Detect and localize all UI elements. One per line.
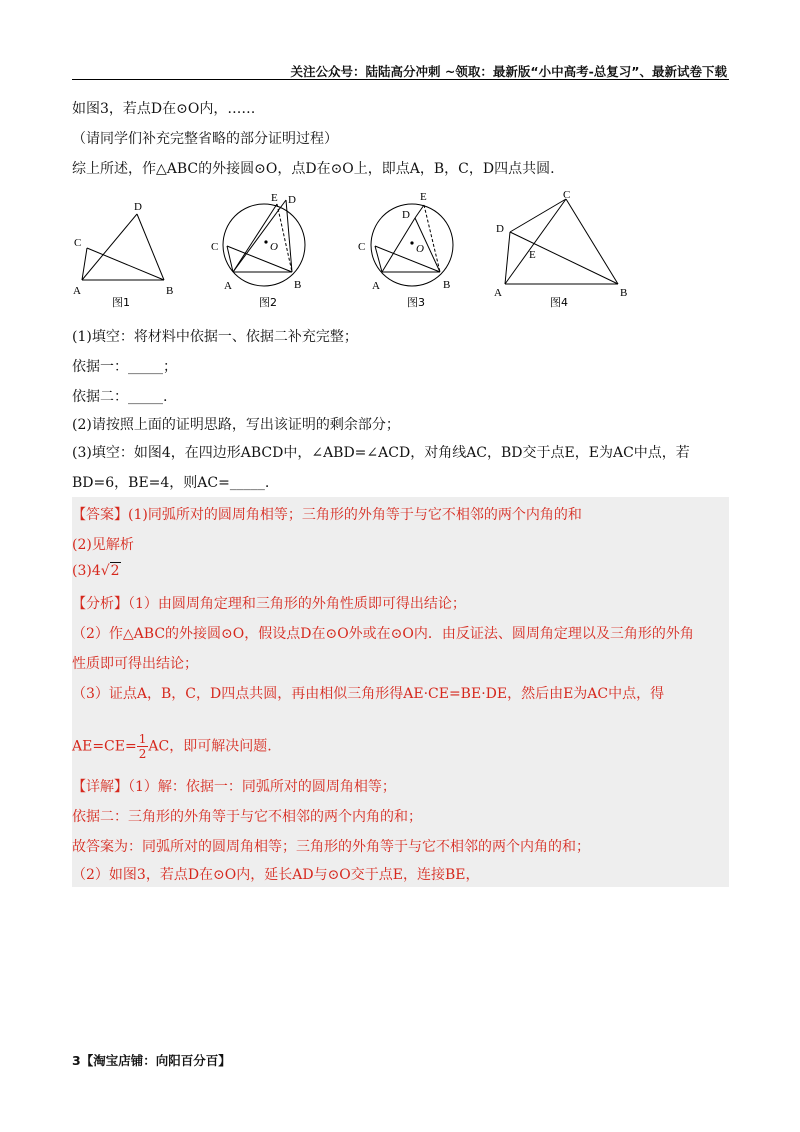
analysis-line-2: （2）作△ABC的外接圆⊙O，假设点D在⊙O外或在⊙O内．由反证法、圆周角定理以及三角形的外角 bbox=[72, 626, 694, 642]
figures-row bbox=[72, 188, 632, 313]
fig2-label-a: A bbox=[224, 280, 232, 292]
answer-line-3: (3)4√2 bbox=[72, 563, 120, 579]
geometry-figures bbox=[72, 188, 632, 313]
fraction-one-half bbox=[137, 732, 149, 761]
fig4-label-b: B bbox=[620, 287, 628, 299]
text-line-1: 如图3，若点D在⊙O内，…… bbox=[72, 101, 256, 117]
fig1-label-d: D bbox=[134, 201, 142, 213]
fig2-label-e: E bbox=[271, 192, 278, 204]
analysis-line-4: （3）证点A，B，C，D四点共圆，再由相似三角形得AE·CE=BE·DE，然后由E为AC中点，得 bbox=[72, 686, 665, 702]
detail-line-1: 【详解】（1）解：依据一：同弧所对的圆周角相等； bbox=[72, 779, 396, 795]
answer-line-1: 【答案】(1)同弧所对的圆周角相等；三角形的外角等于与它不相邻的两个内角的和 bbox=[72, 507, 582, 523]
fig2-caption: 图2 bbox=[259, 296, 277, 309]
fig3-label-b: B bbox=[443, 279, 451, 291]
fig4-label-d: D bbox=[496, 223, 504, 235]
question-3-line-2: BD=6，BE=4，则AC=_____. bbox=[72, 475, 270, 491]
detail-line-2: 依据二：三角形的外角等于与它不相邻的两个内角的和； bbox=[72, 809, 422, 825]
detail-line-3: 故答案为：同弧所对的圆周角相等；三角形的外角等于与它不相邻的两个内角的和； bbox=[72, 839, 590, 855]
question-3-line-1: (3)填空：如图4，在四边形ABCD中，∠ABD=∠ACD，对角线AC，BD交于点E，E为AC中点，若 bbox=[72, 445, 690, 461]
fig3-caption: 图3 bbox=[407, 296, 425, 309]
question-1-basis-2: 依据二：_____. bbox=[72, 389, 168, 405]
detail-line-4: （2）如图3，若点D在⊙O内，延长AD与⊙O交于点E，连接BE， bbox=[72, 867, 480, 883]
fig2-label-o: O bbox=[270, 241, 278, 253]
question-2: (2)请按照上面的证明思路，写出该证明的剩余部分； bbox=[72, 417, 400, 433]
fig4-caption: 图4 bbox=[550, 296, 568, 309]
fig1-label-c: C bbox=[74, 237, 82, 249]
page-header: 关注公众号：陆陆高分冲刺 ~领取：最新版“小中高考-总复习”、最新试卷下载 bbox=[290, 64, 727, 79]
answer-3-radicand: 2 bbox=[110, 563, 120, 579]
figure-3 bbox=[358, 191, 453, 309]
figure-2 bbox=[211, 192, 305, 309]
answer-line-2: (2)见解析 bbox=[72, 537, 134, 553]
fig3-label-d: D bbox=[402, 209, 410, 221]
fig2-label-c: C bbox=[211, 241, 219, 253]
fig1-label-a: A bbox=[73, 285, 81, 297]
text-line-3: 综上所述，作△ABC的外接圆⊙O，点D在⊙O上，即点A，B，C，D四点共圆. bbox=[72, 161, 555, 177]
fraction-numerator: 1 bbox=[138, 732, 147, 746]
analysis-line-5 bbox=[72, 732, 272, 761]
analysis-5-prefix: AE=CE= bbox=[72, 738, 137, 755]
page-footer: 3【淘宝店铺：向阳百分百】 bbox=[72, 1053, 231, 1068]
fig4-label-e: E bbox=[529, 249, 536, 261]
figure-4 bbox=[494, 189, 627, 309]
figure-1 bbox=[73, 201, 173, 309]
question-1-basis-1: 依据一：_____； bbox=[72, 359, 177, 375]
question-1: (1)填空：将材料中依据一、依据二补充完整； bbox=[72, 329, 358, 345]
fig1-caption: 图1 bbox=[112, 296, 130, 309]
fig1-label-b: B bbox=[166, 285, 174, 297]
fig3-label-c: C bbox=[358, 241, 366, 253]
fig3-label-e: E bbox=[420, 191, 427, 203]
analysis-line-3: 性质即可得出结论； bbox=[72, 656, 198, 672]
fig3-label-o: O bbox=[416, 243, 424, 255]
fig3-label-a: A bbox=[372, 280, 380, 292]
analysis-5-suffix: AC，即可解决问题. bbox=[148, 738, 272, 755]
header-rule bbox=[72, 79, 729, 80]
fig2-label-b: B bbox=[294, 279, 302, 291]
text-line-2: （请同学们补充完整省略的部分证明过程） bbox=[72, 131, 338, 147]
fig2-label-d: D bbox=[288, 194, 296, 206]
fig4-label-a: A bbox=[494, 287, 502, 299]
fig4-label-c: C bbox=[563, 189, 571, 201]
analysis-line-1: 【分析】（1）由圆周角定理和三角形的外角性质即可得出结论； bbox=[72, 596, 466, 612]
answer-3-prefix: (3)4 bbox=[72, 563, 101, 579]
fraction-denominator: 2 bbox=[138, 747, 147, 761]
